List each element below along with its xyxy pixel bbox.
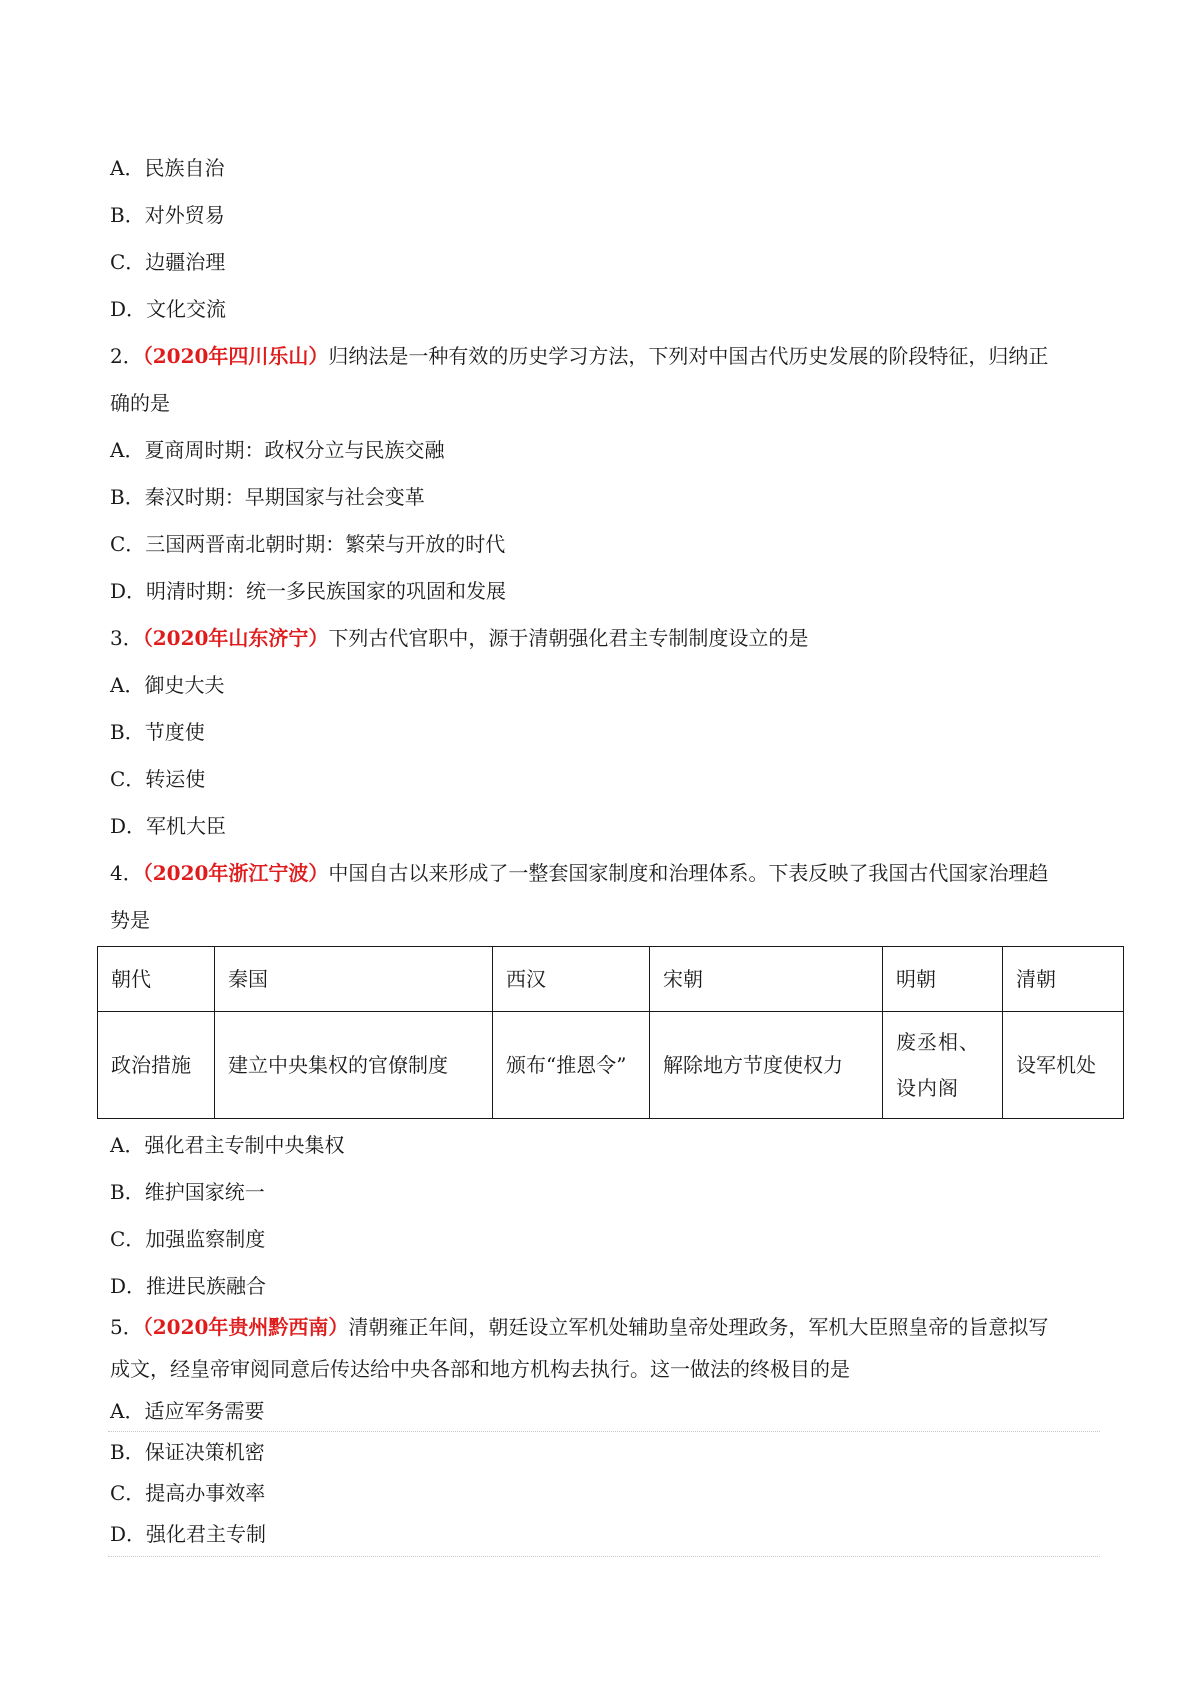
table-row — [98, 1012, 1124, 1119]
table-row-label: 政治措施 — [98, 1012, 215, 1119]
q1-option-a: A．民族自治 — [110, 156, 225, 180]
q5-option-b: B．保证决策机密 — [110, 1440, 265, 1464]
q3-stem — [110, 624, 808, 652]
q5-source: （2020年贵州黔西南） — [142, 1315, 349, 1339]
q4-option-c: C．加强监察制度 — [110, 1227, 266, 1251]
q5-text-line1: 清朝雍正年间，朝廷设立军机处辅助皇帝处理政务，军机大臣照皇帝的旨意拟写 — [348, 1315, 1049, 1339]
q3-source: （2020年山东济宁） — [142, 626, 329, 650]
q2-option-a: A．夏商周时期：政权分立与民族交融 — [110, 438, 445, 462]
table-header-cell: 秦国 — [215, 947, 493, 1012]
q4-number: 4． — [110, 861, 143, 885]
q2-text-line2: 确的是 — [110, 391, 170, 415]
q1-option-b: B．对外贸易 — [110, 203, 225, 227]
table-header-cell: 清朝 — [1003, 947, 1124, 1012]
q5-option-d: D．强化君主专制 — [110, 1522, 267, 1546]
table-header-cell: 西汉 — [493, 947, 650, 1012]
q3-option-b: B．节度使 — [110, 720, 205, 744]
dotted-divider — [108, 1431, 1100, 1432]
q4-text-line2: 势是 — [110, 908, 150, 932]
q5-option-c: C．提高办事效率 — [110, 1481, 266, 1505]
ming-line1: 废丞相、 — [896, 1030, 980, 1054]
ming-line2: 设内阁 — [896, 1076, 959, 1100]
q2-option-c: C．三国两晋南北朝时期：繁荣与开放的时代 — [110, 532, 506, 556]
q3-option-a: A．御史大夫 — [110, 673, 225, 697]
q4-option-d: D．推进民族融合 — [110, 1274, 267, 1298]
table-cell: 建立中央集权的官僚制度 — [215, 1012, 493, 1119]
table-cell: 设军机处 — [1003, 1012, 1124, 1119]
dotted-divider — [108, 1556, 1100, 1557]
q3-option-d: D．军机大臣 — [110, 814, 227, 838]
q1-option-c: C．边疆治理 — [110, 250, 226, 274]
q5-text-line2: 成文，经皇帝审阅同意后传达给中央各部和地方机构去执行。这一做法的终极目的是 — [110, 1357, 850, 1381]
q5-stem — [110, 1313, 1048, 1341]
table-header-cell: 明朝 — [883, 947, 1003, 1012]
table-header-row — [98, 947, 1124, 1012]
q2-number: 2． — [110, 344, 143, 368]
q1-option-d: D．文化交流 — [110, 297, 227, 321]
q5-number: 5． — [110, 1315, 143, 1339]
q4-option-a: A．强化君主专制中央集权 — [110, 1133, 345, 1157]
q2-source: （2020年四川乐山） — [142, 344, 329, 368]
q2-text-line1: 归纳法是一种有效的历史学习方法，下列对中国古代历史发展的阶段特征，归纳正 — [328, 344, 1049, 368]
q5-option-a: A．适应军务需要 — [110, 1399, 265, 1423]
table-cell-ming — [883, 1012, 1003, 1119]
q3-text: 下列古代官职中，源于清朝强化君主专制制度设立的是 — [328, 626, 809, 650]
q4-source: （2020年浙江宁波） — [142, 861, 329, 885]
q3-number: 3． — [110, 626, 143, 650]
q4-text-line1: 中国自古以来形成了一整套国家制度和治理体系。下表反映了我国古代国家治理趋 — [328, 861, 1049, 885]
q2-option-b: B．秦汉时期：早期国家与社会变革 — [110, 485, 425, 509]
governance-table — [97, 946, 1124, 1119]
q2-stem — [110, 342, 1048, 370]
table-cell: 颁布“推恩令” — [493, 1012, 650, 1119]
q4-option-b: B．维护国家统一 — [110, 1180, 265, 1204]
q4-stem — [110, 859, 1048, 887]
q2-option-d: D．明清时期：统一多民族国家的巩固和发展 — [110, 579, 507, 603]
table-header-cell: 朝代 — [98, 947, 215, 1012]
table-header-cell: 宋朝 — [650, 947, 883, 1012]
q3-option-c: C．转运使 — [110, 767, 206, 791]
table-cell: 解除地方节度使权力 — [650, 1012, 883, 1119]
